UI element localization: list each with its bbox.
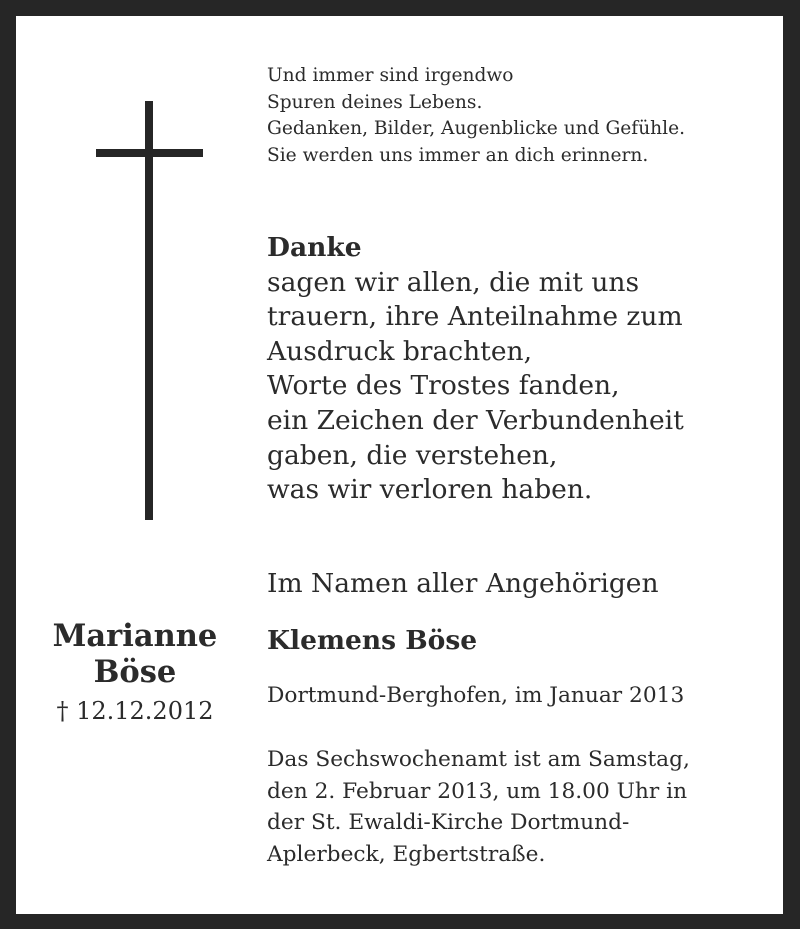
- poem-line: Spuren deines Lebens.: [267, 91, 483, 113]
- notice-line: Aplerbeck, Egbertstraße.: [267, 841, 546, 867]
- thanks-line: gaben, die verstehen,: [267, 439, 558, 471]
- service-notice: [267, 744, 690, 870]
- poem-line: Gedanken, Bilder, Augenblicke und Gefühle.: [267, 118, 686, 139]
- notice-line: den 2. Februar 2013, um 18.00 Uhr in: [267, 778, 688, 804]
- family-section: [267, 566, 659, 659]
- thanks-line: ein Zeichen der Verbundenheit: [267, 404, 684, 436]
- family-signature: Klemens Böse: [267, 625, 478, 656]
- thanks-section: [267, 231, 684, 508]
- thanks-title: Danke: [267, 232, 362, 263]
- thanks-line: was wir verloren haben.: [267, 474, 593, 506]
- thanks-line: Worte des Trostes fanden,: [267, 370, 620, 402]
- poem-line: Und immer sind irgendwo: [267, 65, 514, 86]
- deceased-last-name: Böse: [93, 654, 177, 690]
- cross-bar: [96, 149, 203, 157]
- death-date: † 12.12.2012: [56, 697, 214, 725]
- poem: [267, 63, 685, 169]
- thanks-line: Ausdruck brachten,: [267, 335, 532, 367]
- cross-icon: [145, 101, 153, 520]
- poem-line: Sie werden uns immer an dich erinnern.: [267, 144, 649, 166]
- place-date: Dortmund-Berghofen, im Januar 2013: [267, 683, 685, 708]
- family-intro: Im Namen aller Angehörigen: [267, 568, 659, 599]
- deceased-first-name: Marianne: [52, 618, 218, 654]
- notice-line: der St. Ewaldi-Kirche Dortmund-: [267, 810, 630, 835]
- thanks-line: trauern, ihre Anteilnahme zum: [267, 301, 683, 333]
- thanks-line: sagen wir allen, die mit uns: [267, 266, 640, 298]
- notice-line: Das Sechswochenamt ist am Samstag,: [267, 747, 690, 772]
- deceased-block: [40, 618, 230, 726]
